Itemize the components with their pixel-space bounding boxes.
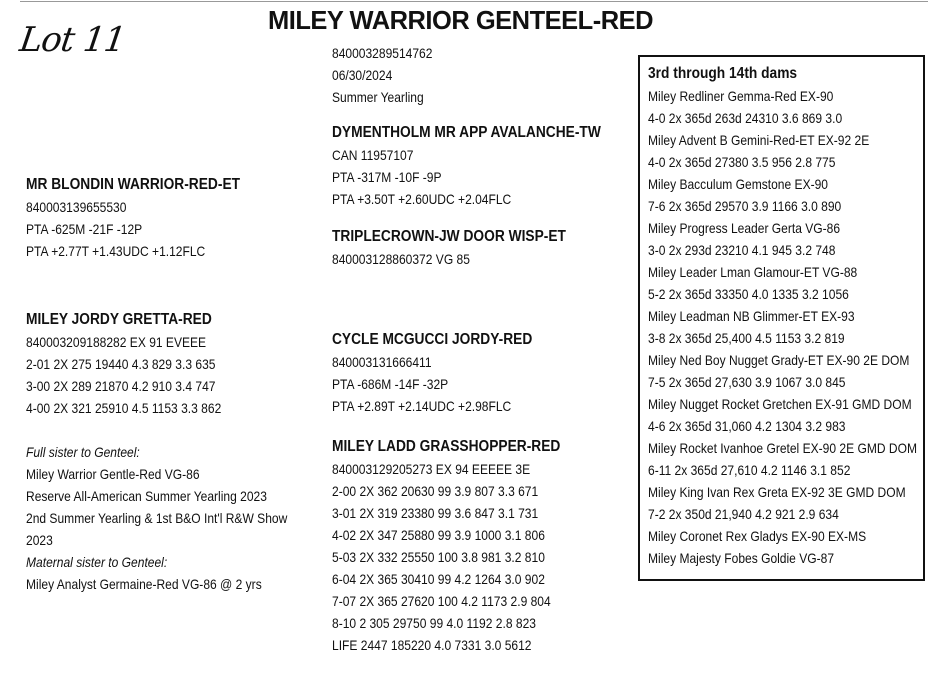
maternal-sister-line: Miley Analyst Germaine-Red VG-86 @ 2 yrs: [26, 576, 262, 592]
animal-class: Summer Yearling: [332, 89, 424, 105]
dams-box-line: Miley Rocket Ivanhoe Gretel EX-90 2E GMD DOM: [648, 440, 917, 456]
sire-line: 840003139655530: [26, 199, 127, 215]
dam-sire-line: PTA +2.89T +2.14UDC +2.98FLC: [332, 398, 512, 414]
dams-box-line: 6-11 2x 365d 27,610 4.2 1146 3.1 852: [648, 462, 851, 478]
dam-sire-block: [332, 329, 532, 417]
dams-box-line: Miley Leadman NB Glimmer-ET EX-93: [648, 308, 855, 324]
animal-info: [332, 42, 432, 108]
dams-box-line: Miley Leader Lman Glamour-ET VG-88: [648, 264, 858, 280]
full-sister-heading: Full sister to Genteel:: [26, 444, 140, 460]
animal-birth-date: 06/30/2024: [332, 67, 393, 83]
dam-sire-name: CYCLE MCGUCCI JORDY-RED: [332, 331, 533, 348]
dams-box-line: Miley King Ivan Rex Greta EX-92 3E GMD DOM: [648, 484, 906, 500]
sire-dam-block: [332, 226, 566, 270]
dam-line: 3-00 2X 289 21870 4.2 910 3.4 747: [26, 378, 216, 394]
dams-box-line: 3-8 2x 365d 25,400 4.5 1153 3.2 819: [648, 330, 845, 346]
dams-box-line: 7-2 2x 350d 21,940 4.2 921 2.9 634: [648, 506, 839, 522]
dam-dam-line: 5-03 2X 332 25550 100 3.8 981 3.2 810: [332, 549, 545, 565]
dam-name: MILEY JORDY GRETTA-RED: [26, 311, 212, 328]
sire-dam-line: 840003128860372 VG 85: [332, 251, 470, 267]
dams-box-line: 4-0 2x 365d 263d 24310 3.6 869 3.0: [648, 110, 843, 126]
dams-box-line: Miley Ned Boy Nugget Grady-ET EX-90 2E DOM: [648, 352, 910, 368]
dams-box: [638, 55, 925, 581]
dam-sire-line: 840003131666411: [332, 354, 432, 370]
sire-sire-line: PTA +3.50T +2.60UDC +2.04FLC: [332, 191, 512, 207]
dam-sire-line: PTA -686M -14F -32P: [332, 376, 449, 392]
dams-box-line: Miley Majesty Fobes Goldie VG-87: [648, 550, 835, 566]
dam-dam-line: 8-10 2 305 29750 99 4.0 1192 2.8 823: [332, 615, 536, 631]
dam-line: 4-00 2X 321 25910 4.5 1153 3.3 862: [26, 400, 222, 416]
dams-box-line: 3-0 2x 293d 23210 4.1 945 3.2 748: [648, 242, 836, 258]
notes-block: [26, 441, 287, 595]
dam-line: 840003209188282 EX 91 EVEEE: [26, 334, 207, 350]
dams-box-line: 7-5 2x 365d 27,630 3.9 1067 3.0 845: [648, 374, 846, 390]
dams-box-line: Miley Coronet Rex Gladys EX-90 EX-MS: [648, 528, 867, 544]
dam-dam-name: MILEY LADD GRASSHOPPER-RED: [332, 438, 561, 455]
dam-dam-line: 2-00 2X 362 20630 99 3.9 807 3.3 671: [332, 483, 539, 499]
animal-id: 840003289514762: [332, 45, 433, 61]
maternal-sister-heading: Maternal sister to Genteel:: [26, 554, 168, 570]
dams-box-line: 4-6 2x 365d 31,060 4.2 1304 3.2 983: [648, 418, 846, 434]
full-sister-line: Miley Warrior Gentle-Red VG-86: [26, 466, 200, 482]
dams-box-content: [648, 63, 917, 569]
dam-line: 2-01 2X 275 19440 4.3 829 3.3 635: [26, 356, 216, 372]
dam-dam-line: 4-02 2X 347 25880 99 3.9 1000 3.1 806: [332, 527, 545, 543]
sire-sire-block: [332, 122, 601, 210]
dams-box-line: Miley Bacculum Gemstone EX-90: [648, 176, 829, 192]
sire-line: PTA +2.77T +1.43UDC +1.12FLC: [26, 243, 206, 259]
dam-dam-line: LIFE 2447 185220 4.0 7331 3.0 5612: [332, 637, 532, 653]
dam-block: [26, 309, 221, 419]
top-divider: [20, 1, 928, 2]
dams-box-line: 7-6 2x 365d 29570 3.9 1166 3.0 890: [648, 198, 842, 214]
sire-line: PTA -625M -21F -12P: [26, 221, 143, 237]
sire-name: MR BLONDIN WARRIOR-RED-ET: [26, 176, 241, 193]
page-title: MILEY WARRIOR GENTEEL-RED: [268, 5, 654, 35]
dams-box-line: Miley Advent B Gemini-Red-ET EX-92 2E: [648, 132, 870, 148]
full-sister-line: 2nd Summer Yearling & 1st B&O Int'l R&W Show: [26, 510, 288, 526]
dams-box-line: 4-0 2x 365d 27380 3.5 956 2.8 775: [648, 154, 836, 170]
dams-box-line: Miley Nugget Rocket Gretchen EX-91 GMD DOM: [648, 396, 912, 412]
sire-sire-line: PTA -317M -10F -9P: [332, 169, 442, 185]
sire-block: [26, 174, 240, 262]
dam-dam-line: 840003129205273 EX 94 EEEEE 3E: [332, 461, 531, 477]
dam-dam-line: 3-01 2X 319 23380 99 3.6 847 3.1 731: [332, 505, 539, 521]
full-sister-line: 2023: [26, 532, 53, 548]
sire-sire-name: DYMENTHOLM MR APP AVALANCHE-TW: [332, 124, 601, 141]
dams-box-heading: 3rd through 14th dams: [648, 65, 798, 82]
full-sister-line: Reserve All-American Summer Yearling 2023: [26, 488, 267, 504]
sire-dam-name: TRIPLECROWN-JW DOOR WISP-ET: [332, 228, 566, 245]
dam-dam-block: [332, 436, 560, 656]
dams-box-line: Miley Progress Leader Gerta VG-86: [648, 220, 841, 236]
dam-dam-line: 7-07 2X 365 27620 100 4.2 1173 2.9 804: [332, 593, 551, 609]
dams-box-line: 5-2 2x 365d 33350 4.0 1335 3.2 1056: [648, 286, 849, 302]
dams-box-line: Miley Redliner Gemma-Red EX-90: [648, 88, 834, 104]
lot-label: Lot 11: [17, 20, 128, 60]
dam-dam-line: 6-04 2X 365 30410 99 4.2 1264 3.0 902: [332, 571, 545, 587]
sire-sire-line: CAN 11957107: [332, 147, 414, 163]
